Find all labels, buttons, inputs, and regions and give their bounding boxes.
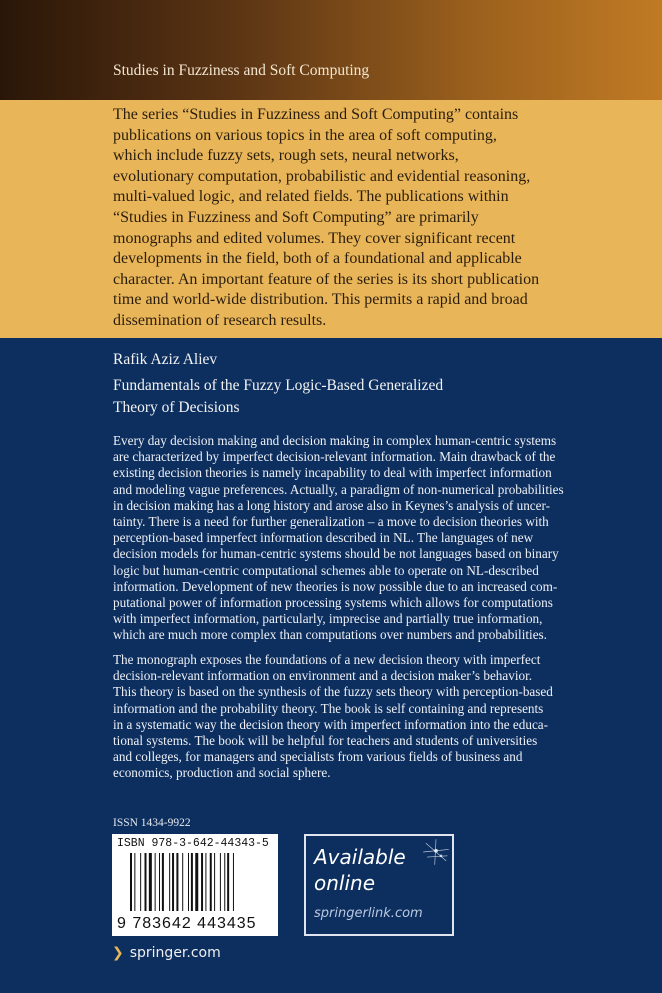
text-line: which are much more complex than computations over numbers and probabilities. <box>113 627 547 643</box>
barcode-bar <box>220 853 221 911</box>
barcode-bar <box>145 853 147 911</box>
issn: ISSN 1434-9922 <box>113 817 191 829</box>
description-paragraph-1 <box>113 433 564 644</box>
description-paragraph-2 <box>113 652 553 782</box>
barcode-bar <box>130 853 132 911</box>
author-name: Rafik Aziz Aliev <box>113 351 218 368</box>
available-online-badge[interactable] <box>304 834 454 936</box>
barcode-bar <box>162 853 164 911</box>
book-title <box>113 375 443 419</box>
text-line: decision-relevant information on environment and a decision maker’s behavior. <box>113 668 533 684</box>
available-label: Available <box>314 845 406 869</box>
text-line: dissemination of research results. <box>113 311 327 329</box>
text-line: economics, production and social sphere. <box>113 765 331 781</box>
text-line: character. An important feature of the series is its short publication <box>113 270 540 288</box>
barcode-bar <box>210 853 212 911</box>
text-line: which include fuzzy sets, rough sets, neural networks, <box>113 147 459 165</box>
text-line: monographs and edited volumes. They cover significant recent <box>113 229 516 247</box>
book-info-band <box>0 338 662 993</box>
chevron-right-icon: ❯ <box>112 945 124 961</box>
barcode-bar <box>195 853 198 911</box>
text-line: developments in the field, both of a foundational and applicable <box>113 250 522 268</box>
text-line: and modeling vague preferences. Actually, a paradigm of non-numerical probabilities <box>113 481 564 497</box>
barcode-bar <box>201 853 203 911</box>
series-description <box>113 105 539 332</box>
text-line: and colleges, for managers and specialists from various fields of business and <box>113 749 523 765</box>
series-title: Studies in Fuzziness and Soft Computing <box>113 62 370 79</box>
barcode-bar <box>188 853 189 911</box>
text-line: time and world-wide distribution. This permits a rapid and broad <box>113 291 528 309</box>
barcode-bar <box>214 853 215 911</box>
barcode-bars <box>130 853 270 911</box>
barcode-bar <box>140 853 141 911</box>
text-line: logic but human-centric computational schemes able to operate on NL-described <box>113 562 539 578</box>
springer-link[interactable] <box>112 944 221 962</box>
text-line: publications on various topics in the area of soft computing, <box>113 126 497 144</box>
springer-link-text: springer.com <box>129 945 221 961</box>
barcode-bar <box>233 853 234 911</box>
barcode-bar <box>224 853 225 911</box>
ean-digits: 9 783642 443435 <box>112 913 278 935</box>
text-line: tional systems. The book will be helpful for teachers and students of universities <box>113 733 538 749</box>
barcode-bar <box>205 853 206 911</box>
barcode-bar <box>182 853 183 911</box>
barcode-bar <box>227 853 229 911</box>
text-line: with imperfect information, particularly, imprecise and partially true information, <box>113 611 543 627</box>
isbn-text: ISBN 978-3-642-44343-5 <box>117 837 269 850</box>
barcode-bar <box>172 853 174 911</box>
text-line: in decision making has a long history and arose also in Keynes’s analysis of uncer- <box>113 497 551 513</box>
text-line: This theory is based on the synthesis of the fuzzy sets theory with perception-based <box>113 684 553 700</box>
title-line: Theory of Decisions <box>113 399 240 416</box>
text-line: The series “Studies in Fuzziness and Soft Computing” contains <box>113 106 519 123</box>
text-line: in a systematic way the decision theory with imperfect information into the educa- <box>113 716 549 732</box>
isbn-barcode <box>112 834 278 936</box>
series-description-band <box>0 100 662 338</box>
text-line: multi-valued logic, and related fields. The publications within <box>113 188 509 206</box>
text-line: information and the probability theory. The book is self containing and represents <box>113 700 544 716</box>
barcode-bar <box>191 853 193 911</box>
barcode-bar <box>134 853 135 911</box>
text-line: “Studies in Fuzziness and Soft Computing” are primarily <box>113 208 479 226</box>
title-line: Fundamentals of the Fuzzy Logic-Based Generalized <box>113 377 444 394</box>
available-online-text <box>314 844 406 896</box>
barcode-bar <box>159 853 160 911</box>
text-line: tainty. There is a need for further generalization – a move to decision theories with <box>113 514 549 530</box>
barcode-bar <box>169 853 170 911</box>
springerlink-link[interactable]: springerlink.com <box>314 906 423 921</box>
text-line: Every day decision making and decision making in complex human-centric systems <box>113 433 557 448</box>
text-line: perception-based imperfect information described in NL. The languages of new <box>113 530 534 546</box>
online-label: online <box>314 871 376 895</box>
text-line: information. Development of new theories is now possible due to an increased com- <box>113 578 558 594</box>
text-line: are characterized by imperfect decision-relevant information. Main drawback of the <box>113 449 556 465</box>
text-line: putational power of information processing systems which allows for computations <box>113 595 553 611</box>
text-line: existing decision theories is namely incapability to deal with imperfect information <box>113 465 552 481</box>
text-line: The monograph exposes the foundations of a new decision theory with imperfect <box>113 652 541 667</box>
header-band <box>0 0 662 100</box>
text-line: evolutionary computation, probabilistic and evidential reasoning, <box>113 167 531 185</box>
sparkle-icon <box>422 838 450 866</box>
barcode-bar <box>155 853 156 911</box>
text-line: decision models for human-centric systems should be not languages based on binary <box>113 546 559 562</box>
barcode-bar <box>149 853 152 911</box>
barcode-bar <box>176 853 178 911</box>
